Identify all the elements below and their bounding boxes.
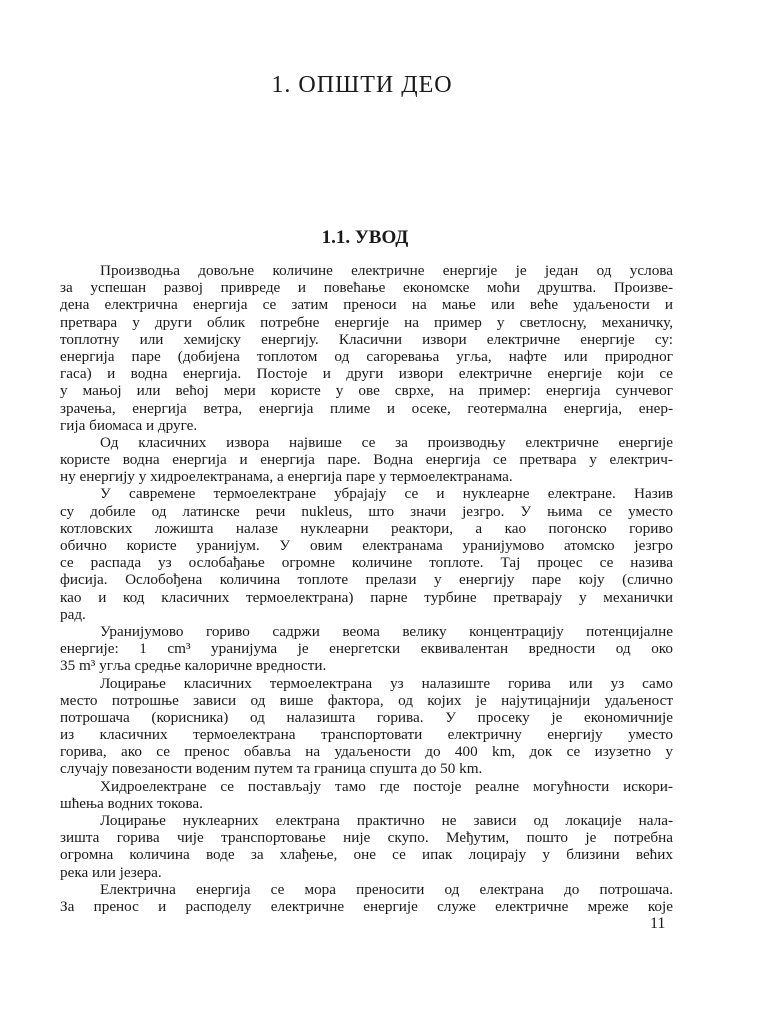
text-line: За пренос и расподелу електричне енергије служе електричне мреже које	[60, 897, 673, 915]
text-line: у мањој или већој мери користе у ове сврхе, на пример: енергија сунчевог	[60, 382, 673, 400]
section-title: 1.1. УВОД	[321, 227, 409, 248]
text-line: претвара у други облик потребне енергије на пример у светлосну, механичку,	[60, 313, 673, 331]
text-line: 35 m³ угља средње калоричне вредности.	[60, 657, 327, 675]
text-line: Електрична енергија се мора преносити од електрана до потрошача.	[100, 880, 673, 898]
text-line: огромна количина воде за хлађење, оне се ипак лоцирају у близини већих	[60, 846, 673, 864]
text-line: се распада уз ослобађање огромне количине топлоте. Тај процес се назива	[60, 554, 673, 572]
text-line: зишта горива чије транспортовање није скупо. Међутим, пошто је потребна	[60, 829, 673, 847]
page-number: 11	[650, 915, 666, 932]
text-line: горива, ако се пренос обавља на удаљености до 400 km, док се изузетно у	[60, 743, 673, 761]
text-line: Уранијумово гориво садржи веома велику концентрацију потенцијалне	[100, 622, 673, 640]
text-line: река или језера.	[60, 863, 162, 881]
text-line: случају повезаности воденим путем та граница спушта до 50 km.	[60, 760, 483, 778]
text-line: дена електрична енергија се затим преноси на мање или веће удаљености и	[60, 296, 673, 314]
text-line: потрошача (корисника) од налазишта горива. У просеку је економичније	[60, 708, 673, 726]
text-line: Од класичних извора највише се за производњу електричне енергије	[100, 433, 673, 451]
text-line: шћења водних токова.	[60, 794, 203, 812]
text-line: су добиле од латинске речи nukleus, што значи језгро. У њима се уместо	[60, 502, 673, 520]
text-line: Лоцирање класичних термоелектрана уз налазиште горива или уз само	[100, 674, 673, 692]
body-text	[60, 262, 673, 915]
text-line: место потрошње зависи од више фактора, од којих је најутицајнији удаљеност	[60, 691, 673, 709]
text-line: рад.	[60, 605, 86, 623]
text-line: топлотну или хемијску енергију. Класични извори електричне енергије су:	[60, 330, 673, 348]
text-line: ну енергију у хидроелектранама, а енергија паре у термоелектранама.	[60, 468, 513, 486]
text-line: Производња довољне количине електричне енергије је један од услова	[100, 262, 673, 279]
text-line: енергије: 1 cm³ уранијума је енергетски еквивалентан вредности од око	[60, 640, 673, 658]
text-line: У савремене термоелектране убрајају се и нуклеарне електране. Назив	[100, 485, 673, 503]
text-line: Хидроелектране се постављају тамо где постоје реалне могућности искори-	[100, 777, 673, 795]
text-line: зрачења, енергија ветра, енергија плиме и осеке, геотермална енергија, енер-	[60, 399, 673, 417]
text-line: обично користе уранијум. У овим електранама уранијумово атомско језгро	[60, 537, 673, 554]
text-line: користе водна енергија и енергија паре. Водна енергија се претвара у електрич-	[60, 451, 673, 469]
text-line: као и код класичних термоелектрана) парне турбине претварају у механички	[60, 588, 673, 606]
chapter-title: 1. ОПШТИ ДЕО	[271, 72, 453, 98]
text-line: котловских ложишта налазе нуклеарни реактори, а као погонско гориво	[60, 519, 673, 537]
text-line: гаса) и водна енергија. Постоје и други извори електричне енергије који се	[60, 365, 673, 383]
text-line: енергија паре (добијена топлотом од сагоревања угља, нафте или природног	[60, 347, 673, 365]
text-line: Лоцирање нуклеарних електрана практично не зависи од локације нала-	[100, 812, 673, 829]
text-line: гија биомаса и друге.	[60, 416, 198, 434]
text-line: из класичних термоелектрана транспортовати електричну енергију уместо	[60, 726, 673, 744]
text-line: за успешан развој привреде и повећање економске моћи друштва. Произве-	[60, 279, 673, 297]
text-line: фисија. Ослобођена количина топлоте прелази у енергију паре коју (слично	[60, 571, 673, 589]
